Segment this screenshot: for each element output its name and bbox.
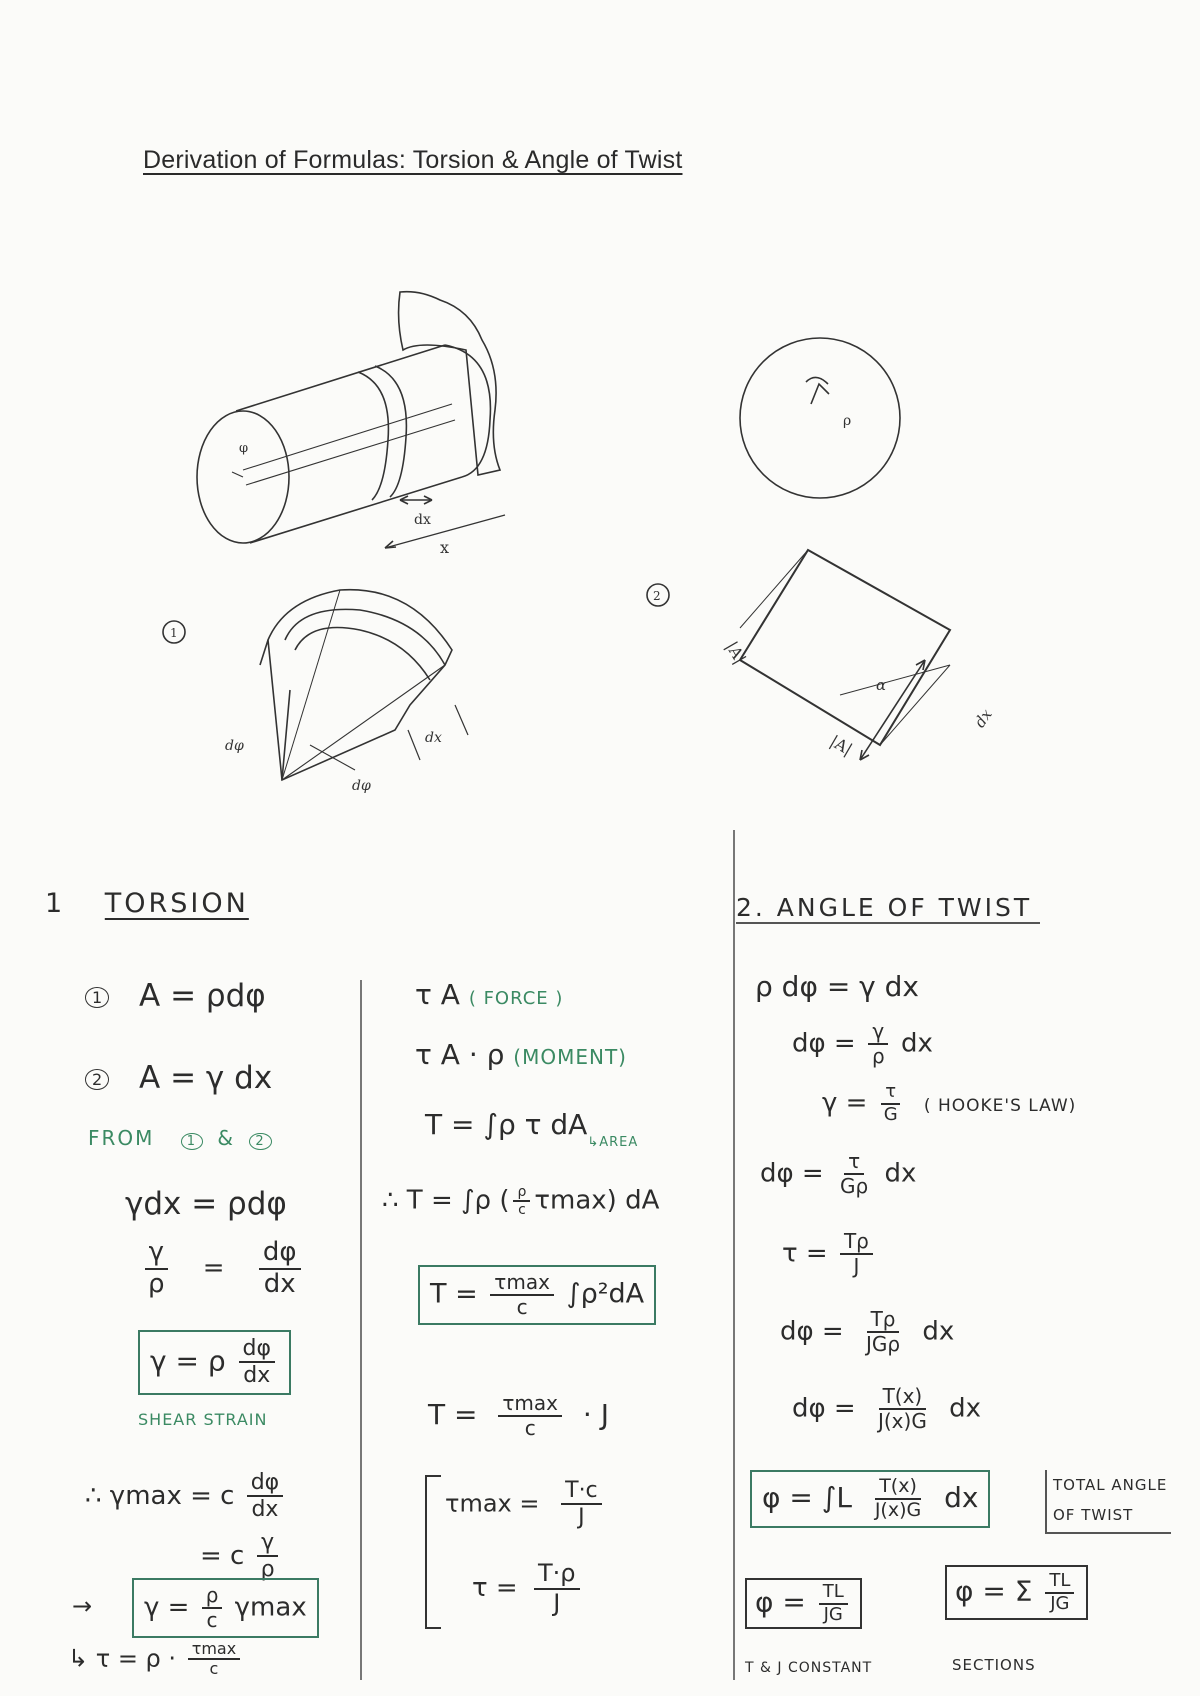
- column-divider-2: [733, 830, 735, 1680]
- total-box-den: J(x)G: [874, 1498, 922, 1521]
- torsion-eq1: [85, 978, 266, 1014]
- arrow-mark: →: [72, 1592, 93, 1620]
- boxed-lhs: γ = ρ: [150, 1344, 226, 1378]
- tau-num: τmax: [188, 1640, 241, 1660]
- twist-l4-rhs: dx: [884, 1158, 917, 1189]
- label-two: 2: [653, 589, 661, 603]
- label-a-bottom: |A|: [826, 731, 856, 759]
- b2-lhs: τ =: [472, 1573, 518, 1604]
- middle-l3: [425, 1108, 638, 1150]
- total-box-num: T(x): [875, 1476, 921, 1500]
- tau-max-eq: [445, 1478, 606, 1531]
- twist-l4-den: Gρ: [839, 1174, 869, 1198]
- torsion-heading: [45, 888, 249, 919]
- boxed2-num: ρ: [202, 1584, 223, 1609]
- twist-l6-num: Tρ: [867, 1308, 900, 1333]
- twist-l3: [822, 1082, 1076, 1125]
- twist-l3-den: G: [883, 1103, 898, 1125]
- sections-box: [945, 1565, 1088, 1620]
- twist-heading: 2. ANGLE OF TWIST: [736, 893, 1040, 924]
- middle-l4-den: c: [518, 1202, 526, 1219]
- b1-num: T·c: [561, 1478, 602, 1505]
- twist-l2-den: ρ: [871, 1044, 885, 1068]
- label-one: 1: [170, 626, 178, 640]
- c2-den: JG: [1050, 1592, 1070, 1614]
- from-circle-2: 2: [249, 1133, 271, 1150]
- total-note-2: OF TWIST: [1053, 1506, 1134, 1524]
- eq4-lhs-num: γ: [145, 1238, 168, 1270]
- twist-l3-note: ( HOOKE'S LAW): [923, 1096, 1077, 1117]
- middle-l5-num: τmax: [498, 1392, 562, 1417]
- twist-l2: [792, 1020, 933, 1068]
- twist-l2-num: γ: [868, 1020, 888, 1045]
- twist-l5-den: J: [853, 1254, 860, 1278]
- label-rho: ρ: [843, 413, 852, 429]
- torque-box-num: τmax: [490, 1271, 554, 1296]
- middle-l3-text: T = ∫ρ τ dA: [425, 1108, 588, 1141]
- twist-l4-lhs: dφ =: [760, 1158, 824, 1189]
- gamma-max-eq2: [200, 1530, 283, 1583]
- middle-l5: [428, 1392, 609, 1440]
- page-title: Derivation of Formulas: Torsion & Angle of Twist: [143, 146, 683, 174]
- torsion-diagrams: [0, 0, 1200, 820]
- tau-lhs: ↳ τ = ρ ·: [68, 1644, 177, 1673]
- middle-l5-lhs: T =: [428, 1398, 478, 1431]
- tau-eq: [472, 1560, 584, 1617]
- twist-l4: [760, 1150, 916, 1198]
- total-angle-note: [1045, 1470, 1171, 1534]
- gmax-lhs: ∴ γmax = c: [85, 1480, 235, 1511]
- circle-1: 1: [85, 987, 109, 1008]
- total-angle-box: [750, 1470, 990, 1528]
- label-dx-square: dx: [970, 705, 996, 731]
- square-element-2: [740, 550, 950, 760]
- sections-label: SECTIONS: [952, 1656, 1036, 1674]
- label-alpha: α: [876, 676, 887, 694]
- column-divider-1: [360, 980, 362, 1680]
- gmax2-num: γ: [257, 1530, 278, 1557]
- twist-l6: [780, 1308, 954, 1356]
- torsion-eq2: [85, 1060, 272, 1096]
- torsion-from: [88, 1126, 272, 1150]
- torque-box-den: c: [516, 1295, 528, 1319]
- total-note-1: TOTAL ANGLE: [1053, 1476, 1168, 1494]
- twist-l6-den: JGρ: [865, 1332, 901, 1356]
- twist-l6-lhs: dφ =: [780, 1316, 844, 1347]
- torsion-heading-text: TORSION: [104, 888, 249, 919]
- torsion-heading-num: 1: [45, 888, 66, 919]
- shear-strain-box: [138, 1330, 291, 1395]
- label-dphi-2: dφ: [352, 778, 371, 794]
- gamma-rho-box: [132, 1578, 319, 1638]
- constant-label: T & J CONSTANT: [745, 1660, 873, 1676]
- middle-l2-note: (MOMENT): [513, 1045, 627, 1069]
- b1-lhs: τmax =: [445, 1489, 540, 1518]
- eq1-text: A = ρdφ: [139, 978, 266, 1014]
- label-dphi-1: dφ: [225, 738, 244, 754]
- label-a-left: |A|: [722, 638, 750, 667]
- gmax-den: dx: [251, 1497, 279, 1523]
- from-circle-1: 1: [181, 1133, 203, 1150]
- boxed-num: dφ: [239, 1336, 275, 1363]
- b2-num: T·ρ: [534, 1560, 580, 1590]
- c2-lhs: φ = Σ: [955, 1574, 1033, 1608]
- twist-l3-num: τ: [881, 1082, 900, 1105]
- boxed2-lhs: γ =: [144, 1592, 190, 1623]
- from-text: FROM: [88, 1126, 155, 1150]
- middle-l4-num: ρ: [513, 1184, 530, 1202]
- shaft-cylinder: [197, 292, 505, 548]
- label-x: x: [440, 538, 450, 557]
- twist-l7-lhs: dφ =: [792, 1393, 856, 1424]
- twist-l6-rhs: dx: [922, 1316, 955, 1347]
- eq4-rhs-num: dφ: [259, 1238, 301, 1270]
- middle-l5-den: c: [524, 1416, 536, 1440]
- circle-2: 2: [85, 1069, 109, 1090]
- middle-l1: [415, 978, 563, 1011]
- twist-l1: ρ dφ = γ dx: [755, 970, 919, 1003]
- boxed2-den: c: [206, 1608, 218, 1632]
- b2-den: J: [553, 1588, 561, 1617]
- c1-lhs: φ =: [755, 1585, 806, 1619]
- twist-l4-num: τ: [844, 1150, 864, 1175]
- middle-l2: [415, 1038, 627, 1071]
- twist-l7-num: T(x): [879, 1385, 927, 1410]
- label-dx: dx: [414, 512, 431, 528]
- twist-l2-rhs: dx: [900, 1028, 933, 1059]
- b1-den: J: [578, 1505, 585, 1531]
- eq4-rhs-den: dx: [263, 1268, 296, 1299]
- boxed-den: dx: [243, 1363, 271, 1389]
- middle-l4-post: τmax) dA: [534, 1185, 660, 1216]
- total-box-rhs: dx: [944, 1480, 979, 1514]
- gmax2-lhs: = c: [200, 1540, 245, 1571]
- shear-strain-label: SHEAR STRAIN: [138, 1410, 268, 1429]
- torque-box-lhs: T =: [430, 1278, 478, 1310]
- label-dx-wedge: dx: [425, 730, 442, 746]
- middle-l5-rhs: · J: [582, 1398, 609, 1431]
- twist-l7-rhs: dx: [949, 1393, 981, 1424]
- label-phi: φ: [239, 441, 249, 456]
- middle-l3-sub: ↳AREA: [587, 1135, 639, 1150]
- twist-l7: [792, 1385, 981, 1433]
- torsion-eq4: $\frac{\gamma}{\rho}$ = $\frac{d\varphi}{dx}$: [140, 1238, 305, 1300]
- c2-num: TL: [1045, 1571, 1074, 1594]
- wedge-element-1: [260, 590, 468, 780]
- middle-l2-text: τ A · ρ: [415, 1038, 505, 1071]
- bracket: [425, 1475, 441, 1629]
- gamma-max-eq: [85, 1470, 287, 1523]
- eq4-lhs-den: ρ: [148, 1268, 165, 1299]
- eq2-text: A = γ dx: [139, 1060, 273, 1096]
- gmax-num: dφ: [247, 1470, 283, 1497]
- c1-num: TL: [819, 1582, 848, 1605]
- twist-l5: [782, 1230, 877, 1278]
- middle-l4-pre: ∴ T = ∫ρ (: [382, 1185, 510, 1216]
- constant-box: [745, 1578, 862, 1629]
- middle-l4: [382, 1184, 659, 1218]
- tau-rho-eq: [68, 1640, 244, 1679]
- boxed2-rhs: γmax: [234, 1592, 307, 1623]
- middle-l1-text: τ A: [415, 978, 460, 1011]
- from-amp: &: [217, 1126, 236, 1150]
- c1-den: JG: [823, 1603, 843, 1625]
- twist-l3-lhs: γ =: [822, 1088, 868, 1119]
- total-box-lhs: φ = ∫L: [762, 1480, 852, 1514]
- twist-l5-lhs: τ =: [782, 1238, 828, 1269]
- twist-l7-den: J(x)G: [877, 1409, 927, 1433]
- torque-box: [418, 1265, 656, 1325]
- cross-section-circle: [740, 338, 900, 498]
- torque-box-rhs: ∫ρ²dA: [566, 1278, 645, 1310]
- twist-l2-lhs: dφ =: [792, 1028, 856, 1059]
- twist-l5-num: Tρ: [840, 1230, 873, 1255]
- torsion-eq3: γdx = ρdφ: [125, 1186, 287, 1222]
- middle-l1-note: ( FORCE ): [468, 988, 564, 1009]
- gmax2-den: ρ: [260, 1557, 275, 1583]
- tau-den: c: [209, 1659, 219, 1679]
